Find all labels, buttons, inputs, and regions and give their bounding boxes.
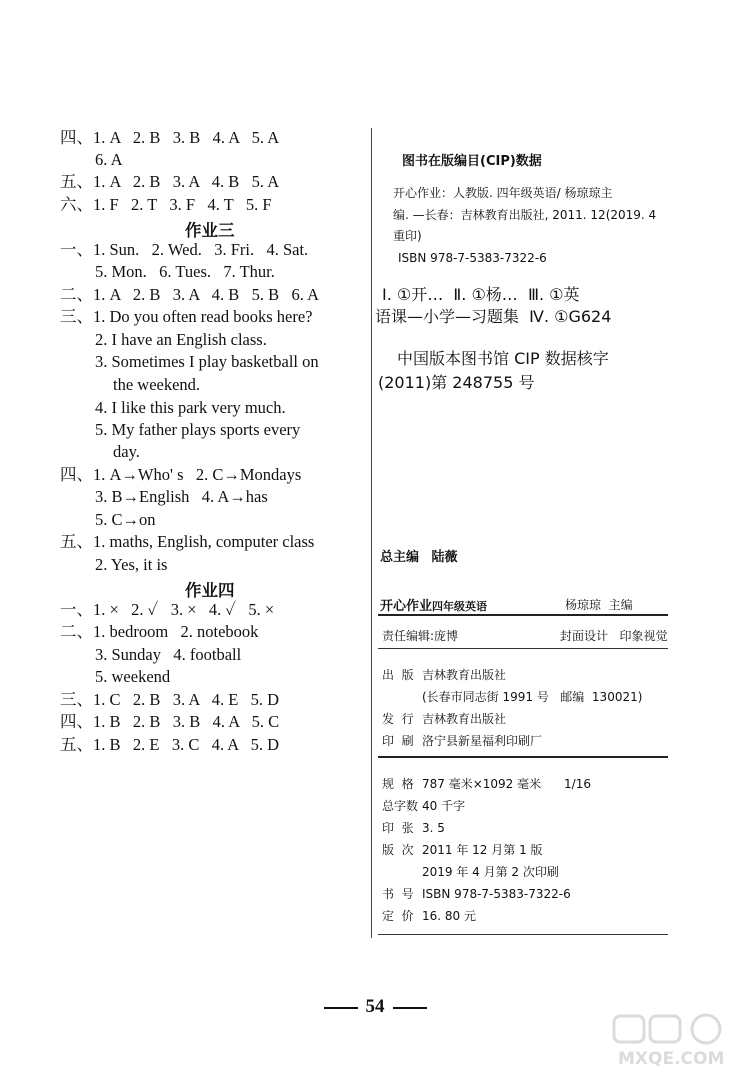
answer-line: 三、1. C 2. B 3. A 4. E 5. D — [60, 690, 280, 709]
copyright-column — [375, 0, 695, 1000]
spec-row: 规 格 787 毫米×1092 毫米 1/16 — [382, 777, 591, 791]
cip-line: 重印) — [393, 229, 422, 243]
cip-line: 编. —长春：吉林教育出版社, 2011. 12(2019. 4 — [393, 208, 657, 222]
answer-line: 三、1. Do you often read books here? — [60, 307, 313, 326]
responsible-editor: 责任编辑:庞博 — [382, 629, 459, 643]
column-divider — [371, 128, 372, 938]
dash-right — [393, 1007, 427, 1009]
rule — [378, 614, 668, 616]
spec-row: 总字数 40 千字 — [382, 799, 466, 813]
answer-line: 五、1. A 2. B 3. A 4. B 5. A — [60, 172, 280, 191]
answer-line: 3. Sunday 4. football — [95, 645, 242, 664]
answer-line: 一、1. × 2. ✓ 3. × 4. ✓ 5. × — [60, 600, 275, 619]
distributor-row: 发 行 吉林教育出版社 — [382, 712, 507, 726]
answer-key-column — [0, 0, 370, 1000]
spec-row: 版 次 2011 年 12 月第 1 版 — [382, 843, 543, 857]
library-line: 中国版本图书馆 CIP 数据核字 — [397, 349, 609, 368]
answer-line: 2. Yes, it is — [95, 555, 168, 574]
answer-line: 4. I like this park very much. — [95, 398, 286, 417]
answer-line: 一、1. Sun. 2. Wed. 3. Fri. 4. Sat. — [60, 240, 309, 259]
answer-line: 6. A — [95, 150, 123, 169]
rule — [378, 756, 668, 758]
answer-line: 六、1. F 2. T 3. F 4. T 5. F — [60, 195, 272, 214]
answer-line: 二、1. A 2. B 3. A 4. B 5. B 6. A — [60, 285, 319, 304]
answer-line: 四、1. A 2. B 3. B 4. A 5. A — [60, 128, 280, 147]
library-line: (2011)第 248755 号 — [378, 373, 535, 392]
watermark-logo — [610, 1010, 745, 1068]
watermark-text: MXQE.COM — [618, 1049, 725, 1068]
answer-line: 5. C→on — [95, 510, 156, 529]
answer-line: 5. My father plays sports every — [95, 420, 301, 439]
section-heading-4: 作业四 — [185, 581, 235, 600]
classification-line: Ⅰ. ①开… Ⅱ. ①杨… Ⅲ. ①英 — [382, 285, 580, 304]
answer-line: 3. Sometimes I play basketball on — [95, 352, 319, 371]
answer-line: the weekend. — [113, 375, 201, 394]
answer-line: day. — [113, 442, 140, 461]
cip-line: 开心作业：人教版. 四年级英语/ 杨琼琼主 — [393, 186, 613, 200]
chief-editor: 总主编 陆薇 — [380, 550, 458, 565]
answer-line: 五、1. B 2. E 3. C 4. A 5. D — [60, 735, 280, 754]
book-editor: 杨琼琼 主编 — [565, 598, 633, 612]
publisher-row: 出 版 吉林教育出版社 — [382, 668, 507, 682]
answer-line: 5. Mon. 6. Tues. 7. Thur. — [95, 262, 275, 281]
spec-row: 定 价 16. 80 元 — [382, 909, 476, 923]
cip-title: 图书在版编目(CIP)数据 — [402, 154, 542, 169]
spec-row: 2019 年 4 月第 2 次印刷 — [422, 865, 559, 879]
answer-line: 四、1. B 2. B 3. B 4. A 5. C — [60, 712, 280, 731]
dash-left — [324, 1007, 358, 1009]
cover-design: 封面设计 印象视觉 — [560, 629, 668, 643]
answer-line: 二、1. bedroom 2. notebook — [60, 622, 259, 641]
book-subtitle: 四年级英语 — [432, 600, 488, 613]
spec-row: 印 张 3. 5 — [382, 821, 445, 835]
classification-line: 语课—小学—习题集 Ⅳ. ①G624 — [375, 307, 612, 326]
answer-line: 四、1. A→Who' s 2. C→Mondays — [60, 465, 302, 484]
spec-row: 书 号 ISBN 978-7-5383-7322-6 — [382, 887, 571, 901]
answer-line: 2. I have an English class. — [95, 330, 267, 349]
page-number: 54 — [0, 996, 750, 1018]
section-heading-3: 作业三 — [185, 221, 235, 240]
rule — [378, 648, 668, 649]
printer-row: 印 刷 洛宁县新星福利印刷厂 — [382, 734, 543, 748]
answer-line: 5. weekend — [95, 667, 171, 686]
publisher-address: (长春市同志街 1991 号 邮编 130021) — [422, 690, 643, 704]
book-title: 开心作业四年级英语 — [380, 599, 488, 614]
rule — [378, 934, 668, 935]
answer-line: 3. B→English 4. A→has — [95, 487, 268, 506]
cip-line: ISBN 978-7-5383-7322-6 — [398, 251, 547, 265]
answer-line: 五、1. maths, English, computer class — [60, 532, 315, 551]
